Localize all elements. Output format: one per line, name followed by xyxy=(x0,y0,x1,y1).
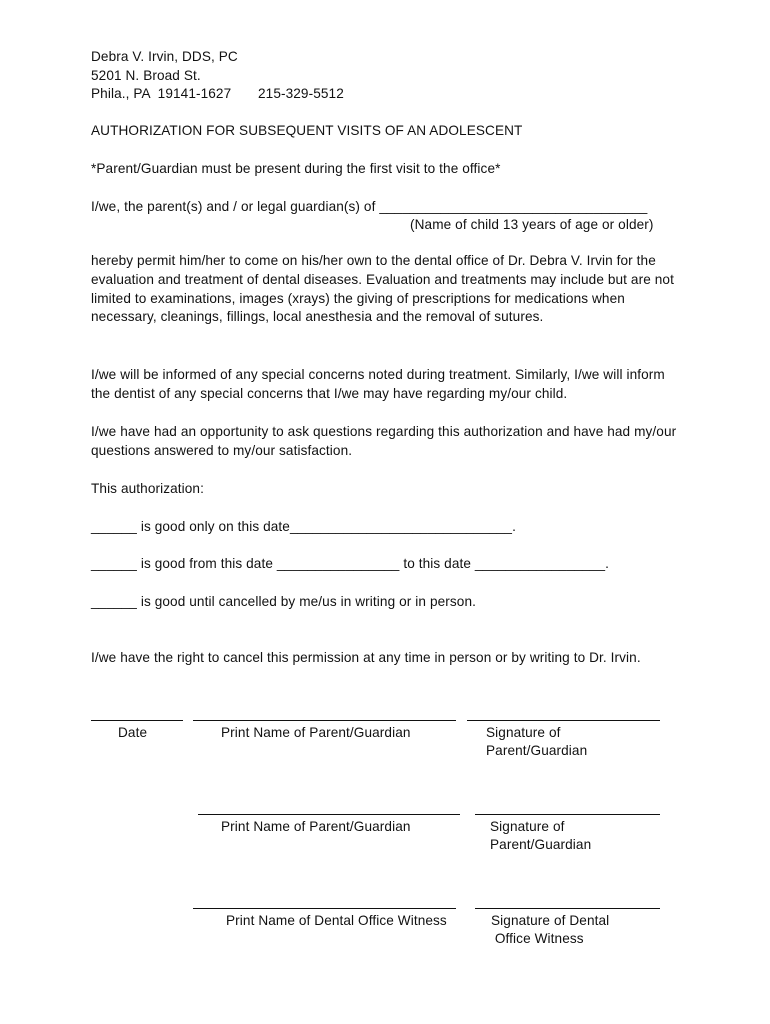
form-title: AUTHORIZATION FOR SUBSEQUENT VISITS OF AN ADOLESCENT xyxy=(91,123,523,138)
witness-sign-line xyxy=(475,908,660,909)
questions-paragraph: I/we have had an opportunity to ask questions regarding this authorization and have had my/our questions answered to my/our satisfaction. xyxy=(91,424,677,458)
witness-print-line xyxy=(193,908,456,909)
parent1-sign-label: Signature of Parent/Guardian xyxy=(486,725,588,758)
child-name-caption: (Name of child 13 years of age or older) xyxy=(410,217,654,232)
parent1-print-line xyxy=(193,720,456,721)
parent2-print-label: Print Name of Parent/Guardian xyxy=(221,819,411,834)
parent2-print-line xyxy=(198,814,460,815)
parent2-sign-label: Signature of Parent/Guardian xyxy=(490,819,592,852)
practice-city: Phila., PA 19141-1627 xyxy=(91,86,232,101)
parent1-print-label: Print Name of Parent/Guardian xyxy=(221,725,411,740)
authorization-heading: This authorization: xyxy=(91,481,204,496)
option-until-cancelled: ______ is good until cancelled by me/us in writing or in person. xyxy=(91,594,476,609)
parent2-sign-line xyxy=(475,814,660,815)
practice-street: 5201 N. Broad St. xyxy=(91,68,201,83)
witness-sign-label: Signature of Dental Office Witness xyxy=(491,913,610,946)
permission-paragraph: hereby permit him/her to come on his/her own to the dental office of Dr. Debra V. Irvin for the evaluation and treatment of dental diseases. Evaluation and treatments may include but are not limited to examinations, images (xrays) the giving of prescriptions for medications when necessary, cleanings, fillings, local anesthesia and the removal of sutures. xyxy=(91,253,674,325)
date-line xyxy=(91,720,183,721)
guardian-of-child-line: I/we, the parent(s) and / or legal guardian(s) of ___________________________________ xyxy=(91,199,648,214)
parent-presence-notice: *Parent/Guardian must be present during the first visit to the office* xyxy=(91,161,501,176)
witness-print-label: Print Name of Dental Office Witness xyxy=(226,913,447,928)
practice-phone: 215-329-5512 xyxy=(258,86,344,101)
special-concerns-paragraph: I/we will be informed of any special concerns noted during treatment. Similarly, I/we will inform the dentist of any special concerns that I/we may have regarding my/our child. xyxy=(91,367,665,401)
option-single-date: ______ is good only on this date_____________________________. xyxy=(91,519,516,534)
date-label: Date xyxy=(118,725,148,740)
practice-name: Debra V. Irvin, DDS, PC xyxy=(91,49,238,64)
cancel-right-paragraph: I/we have the right to cancel this permission at any time in person or by writing to Dr. Irvin. xyxy=(91,650,641,665)
parent1-sign-line xyxy=(467,720,660,721)
option-date-range: ______ is good from this date ________________ to this date _________________. xyxy=(91,556,609,571)
